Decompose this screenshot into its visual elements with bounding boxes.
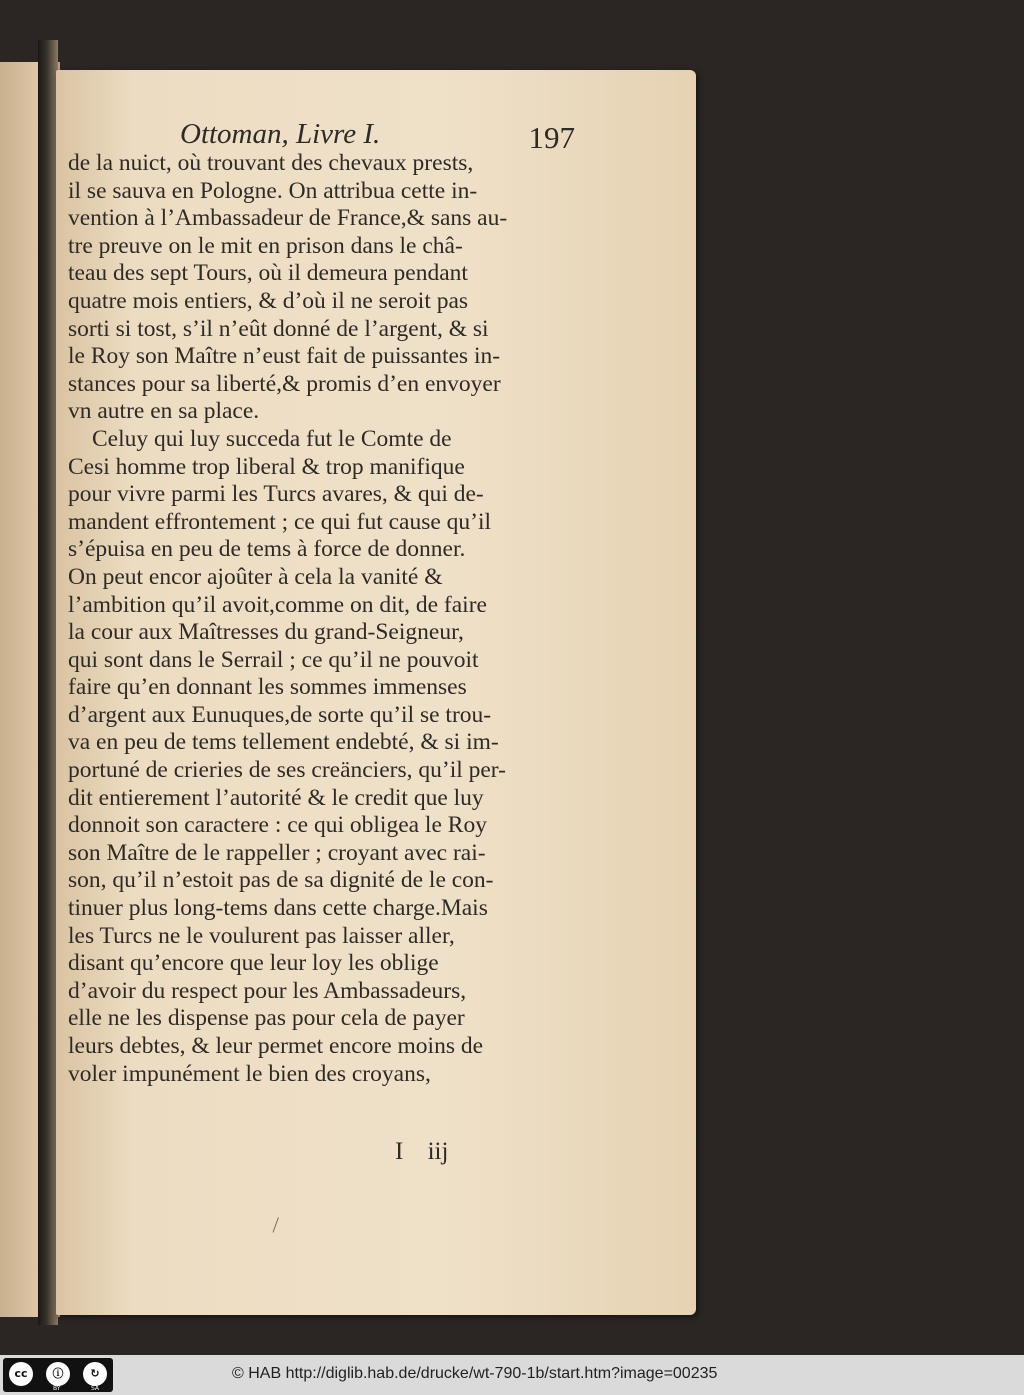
book-gutter (38, 40, 58, 1325)
text-line: l’ambition qu’il avoit,comme on dit, de faire (68, 591, 487, 618)
text-line: Celuy qui luy succeda fut le Comte de (92, 425, 452, 452)
by-label: BY (53, 1385, 61, 1392)
text-line: dit entierement l’autorité & le credit que luy (68, 784, 484, 811)
text-line: portuné de crieries de ses creänciers, qu’il per- (68, 757, 506, 784)
text-line: On peut encor ajoûter à cela la vanité & (68, 563, 443, 590)
signature-mark: I iij (395, 1138, 449, 1165)
share-alike-icon: ↻ (83, 1362, 107, 1386)
text-line: il se sauva en Pologne. On attribua cette in- (68, 177, 478, 204)
page-text (68, 150, 563, 1088)
text-line: va en peu de tems tellement endebté, & si im- (68, 729, 499, 756)
text-line: disant qu’encore que leur loy les oblige (68, 950, 439, 977)
running-head (120, 118, 575, 154)
text-line: d’argent aux Eunuques,de sorte qu’il se trou- (68, 701, 492, 728)
attribution-icon: ⓘ (46, 1362, 70, 1386)
running-title: Ottoman, Livre I. (180, 118, 381, 150)
text-line: leurs debtes, & leur permet encore moins de (68, 1033, 484, 1059)
text-line: les Turcs ne le voulurent pas laisser aller, (68, 922, 455, 949)
text-line: son, qu’il n’estoit pas de sa dignité de le con- (68, 867, 494, 894)
text-line: vention à l’Ambassadeur de France,& sans au- (68, 205, 508, 232)
text-line: teau des sept Tours, où il demeura pendant (68, 260, 468, 287)
text-line: voler impunément le bien des croyans, (68, 1060, 431, 1087)
text-line: mandent effrontement ; ce qui fut cause qu’il (68, 508, 492, 535)
footer-bar (0, 1355, 1024, 1395)
page-number: 197 (528, 120, 575, 155)
text-line: tre preuve on le mit en prison dans le châ- (68, 232, 463, 259)
text-line: sorti si tost, s’il n’eût donné de l’argent, & si (68, 315, 489, 342)
text-line: s’épuisa en peu de tems à force de donner. (68, 536, 466, 563)
cc-icon: cc (9, 1362, 33, 1386)
text-line: de la nuict, où trouvant des chevaux prests, (68, 150, 474, 176)
text-line: elle ne les dispense pas pour cela de payer (68, 1005, 465, 1032)
text-line: Cesi homme trop liberal & trop manifique (68, 453, 465, 480)
text-line: vn autre en sa place. (68, 398, 260, 425)
text-line: tinuer plus long-tems dans cette charge.Mais (68, 895, 488, 922)
text-line: le Roy son Maître n’eust fait de puissantes in- (68, 343, 501, 370)
text-line: son Maître de le rappeller ; croyant avec rai- (68, 839, 486, 866)
cc-license-badge[interactable] (3, 1358, 113, 1392)
text-line: pour vivre parmi les Turcs avares, & qui de- (68, 481, 484, 508)
text-line: donnoit son caractere : ce qui obligea le Roy (68, 812, 487, 839)
text-line: qui sont dans le Serrail ; ce qu’il ne pouvoit (68, 646, 479, 673)
text-line: la cour aux Maîtresses du grand-Seigneur, (68, 619, 464, 646)
text-line: stances pour sa liberté,& promis d’en envoyer (68, 370, 501, 397)
text-line: d’avoir du respect pour les Ambassadeurs, (68, 977, 467, 1004)
sa-label: SA (91, 1385, 100, 1392)
source-credit-link[interactable]: © HAB http://diglib.hab.de/drucke/wt-790-1b/start.htm?image=00235 (232, 1365, 718, 1382)
text-line: faire qu’en donnant les sommes immenses (68, 674, 467, 701)
text-line: quatre mois entiers, & d’où il ne seroit pas (68, 287, 469, 314)
